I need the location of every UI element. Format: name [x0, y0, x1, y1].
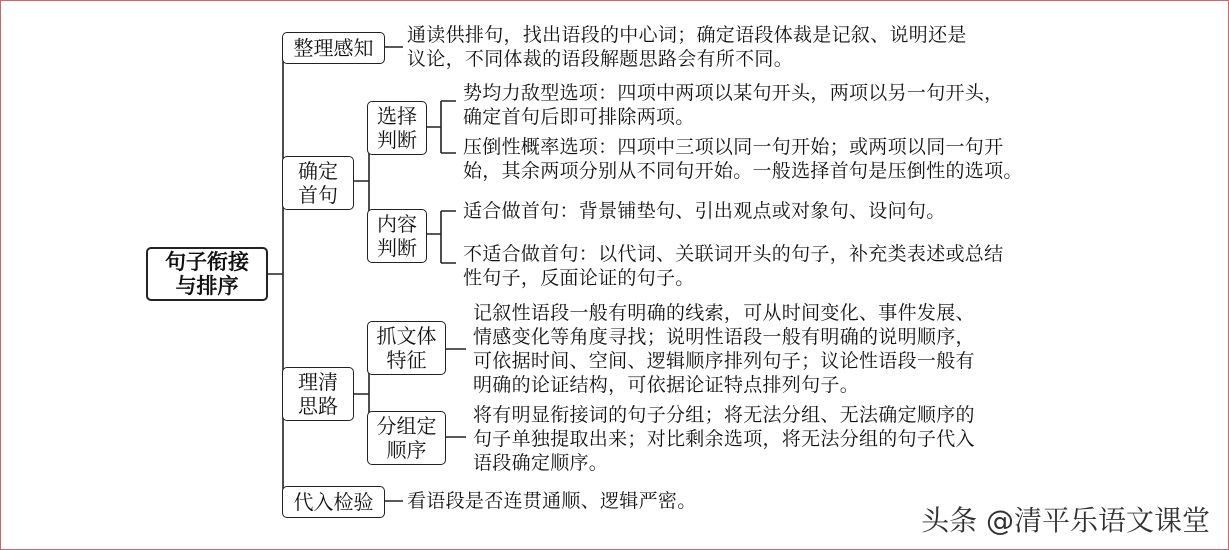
genre-features-text: 记叙性语段一般有明确的线索，可从时间变化、事件发展、 情感变化等角度寻找；说明性语段一般有明确的说明顺序， 可依据时间、空间、逻辑顺序排列句子；议论性语段一般有 明确的论证结构，可依据论证特点排列句子。	[473, 302, 975, 396]
content-judgment-item-1: 适合做首句：背景铺垫句、引出观点或对象句、设问句。	[463, 200, 946, 222]
branch-substitute-check: 代入检验	[282, 486, 385, 518]
content-judgment-item-2: 不适合做首句：以代词、关联词开头的句子，补充类表述或总结 性句子，反面论证的句子。	[463, 243, 1004, 289]
substitute-check-text: 看语段是否连贯通顺、逻辑严密。	[407, 490, 697, 512]
watermark: 头条 @清平乐语文课堂	[921, 504, 1210, 537]
choice-judgment-item-1: 势均力敌型选项：四项中两项以某句开头，两项以另一句开头， 确定首句后即可排除两项。	[463, 82, 1004, 128]
sub-choice-judgment: 选择 判断	[367, 101, 427, 155]
sub-group-order: 分组定 顺序	[367, 411, 446, 465]
root-node: 句子衔接 与排序	[146, 247, 268, 301]
branch-first-sentence: 确定 首句	[282, 156, 354, 210]
sub-genre-features: 抓文体 特征	[367, 321, 446, 375]
branch-clarify-thinking: 理清 思路	[282, 367, 354, 421]
branch-organize-perceive-text: 通读供排句，找出语段的中心词；确定语段体裁是记叙、说明还是 议论，不同体裁的语段解题思路会有所不同。	[407, 24, 967, 70]
choice-judgment-item-2: 压倒性概率选项：四项中三项以同一句开始；或两项以同一句开 始，其余两项分别从不同句开始。一般选择首句是压倒性的选项。	[463, 136, 1023, 182]
sub-content-judgment: 内容 判断	[367, 209, 427, 263]
branch-organize-perceive: 整理感知	[282, 32, 385, 64]
group-order-text: 将有明显衔接词的句子分组；将无法分组、无法确定顺序的 句子单独提取出来；对比剩余选项，将无法分组的句子代入 语段确定顺序。	[473, 404, 975, 474]
